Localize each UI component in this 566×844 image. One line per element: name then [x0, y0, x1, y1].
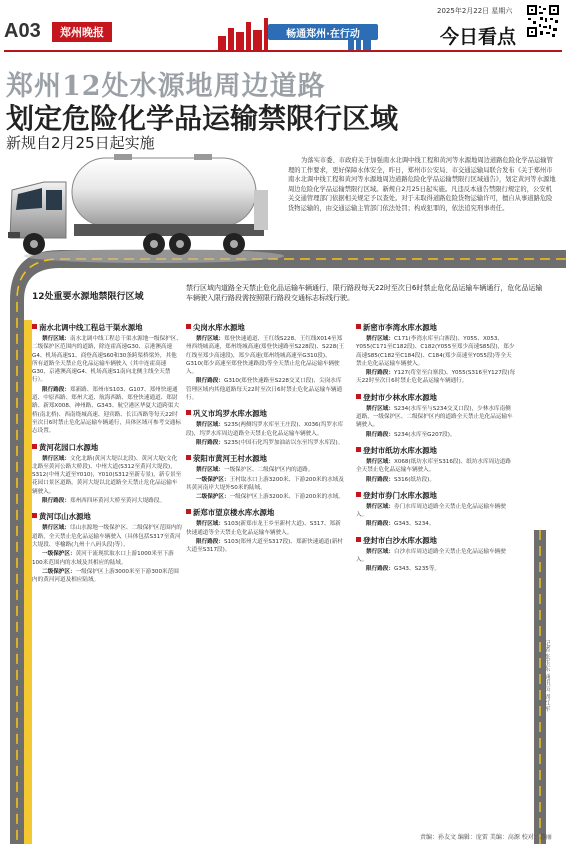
paragraph-label: 禁行区域： — [42, 336, 70, 342]
source-section-paragraph — [32, 386, 182, 436]
paragraph-text: 黄河干流现状取水口上游1000米至下游100米范围内的水域及其相应的陆域。 — [32, 551, 174, 566]
headline-subtitle: 新规自2月25日起实施 — [6, 134, 155, 152]
paragraph-text: S103(郑州大道至S317段)、郑新快速通道(新村大道至S317段)。 — [186, 539, 343, 554]
paragraph-text: 王村取水口上游3200米、下游200米的水域及其黄河南岸大堤外50米的陆域。 — [186, 476, 344, 491]
column-left — [32, 316, 182, 585]
source-section-title: 新郑市望京楼水库水源地 — [186, 507, 346, 518]
page-number: A03 — [4, 20, 41, 42]
reporter-credit: 记者 张玉东 通讯员 周红军 — [543, 640, 550, 712]
paragraph-label: 限行路段： — [366, 566, 394, 573]
paragraph-label: 限行路段： — [42, 386, 70, 393]
intro-paragraph: 为落实市委、市政府关于加强南水北调中线工程和黄河等水源地周边道路危险化学品运输管理的工作要求，更好保障水体安全，昨日，郑州市公安局、市交通运输局联合发布《关于郑州市南水北调中线工程和黄河等水源地周边道路危险化学品运输禁限行区域通告》，划定黄河等水源地周边危险化学品运输禁限行区域。新规自2月25日起实施。凡违反本通告禁限行规定的，公安机关交通管理部门依据相关规定予以查处。对于未取得道路危险货物运输许可，擅自从事道路危险货物运输的，由交通运输主管部门依法处罚；构成犯罪的，依法追究刑事责任。 — [288, 157, 556, 212]
source-section-paragraph — [186, 439, 346, 447]
editor-credits: 责编：孙友文 编辑：庞雷 美编：高源 校对：苏丽 — [420, 834, 552, 841]
paragraph-label: 一级保护区： — [196, 476, 230, 483]
source-section-title: 黄河邙山水源地 — [32, 511, 182, 522]
paragraph-label: 限行路段： — [366, 370, 394, 377]
source-section-paragraph — [356, 503, 516, 520]
paragraph-label: 一级保护区： — [42, 551, 76, 558]
source-section-paragraph — [186, 520, 346, 537]
source-section-title: 登封市少林水库水源地 — [356, 392, 516, 403]
paragraph-label: 二级保护区： — [42, 568, 76, 575]
paragraph-text: 邙山水源地一级保护区、二级保护区范围内的道路，全天禁止危化品运输车辆驶入（具体包括S317至黄河大堤段、枣榆路(九州十八码头段)等）。 — [32, 525, 182, 548]
paragraph-label: 禁行区域： — [42, 525, 70, 532]
source-section-paragraph — [356, 369, 516, 386]
source-section-title: 巩义市坞罗水库水源地 — [186, 408, 346, 419]
source-section-paragraph — [186, 476, 346, 493]
source-section-title: 南水北调中线工程总干渠水源地 — [32, 322, 182, 333]
paragraph-text: S234(水库至与S234交叉口段)，少林水库南侧道路，一级保护区、二级保护区内的道路全天禁止危化品运输车辆驶入。 — [356, 405, 513, 429]
paragraph-label: 限行路段： — [366, 431, 394, 438]
list-title: 12处重要水源地禁限行区域 — [32, 292, 144, 302]
paragraph-text: 白沙水库周边道路全天禁止危化品运输车辆驶入。 — [356, 548, 506, 564]
newspaper-logo: 郑州晚报 — [52, 22, 112, 42]
source-section-paragraph — [356, 431, 516, 439]
paragraph-text: S316(纸坊段)。 — [393, 476, 435, 483]
paragraph-label: 限行路段： — [366, 476, 394, 483]
source-section-title: 荥阳市黄河王村水源地 — [186, 453, 346, 464]
source-section-paragraph — [186, 421, 346, 438]
paragraph-label: 二级保护区： — [196, 494, 230, 501]
header-rule — [4, 50, 562, 52]
paragraph-label: 禁行区域： — [196, 336, 224, 342]
campaign-banner: 畅通郑州·在行动 — [268, 24, 378, 40]
tanker-truck-illustration — [4, 150, 284, 268]
source-section-paragraph — [356, 565, 516, 573]
source-section-paragraph — [186, 335, 346, 376]
headline-line-1: 郑州12处水源地周边道路 — [6, 71, 326, 102]
paragraph-label: 禁行区域： — [196, 422, 224, 429]
paragraph-label: 限行路段： — [366, 521, 394, 528]
qr-code-icon — [526, 4, 560, 38]
source-section-title: 新密市李湾水库水源地 — [356, 322, 516, 333]
rules-summary: 禁行区域内道路全天禁止危化品运输车辆通行，限行路段每天22时至次日6时禁止危化品运输车辆通行，危化品运输车辆驶入限行路段需按照限行路段交通标志标线行驶。 — [186, 284, 543, 302]
paragraph-text: 郑登快速通道、王红线S228、王红线X014至郑州西绕城高速，郑州绕城高速(郑登快速路至S228段)、S228(王红线至郑少高速段)，郑少高速(郑州绕城高速至G310段)、G310(郑少高速至郑登快速路段)等全天禁止危化品运输车辆驶入。 — [186, 336, 345, 376]
column-right — [356, 316, 516, 575]
source-section-title: 尖岗水库水源地 — [186, 322, 346, 333]
paragraph-text: S235(中国石化坞罗加油站以东至坞罗水库段)。 — [223, 439, 344, 446]
source-section-paragraph — [356, 520, 516, 528]
source-section-title: 黄河花园口水源地 — [32, 442, 182, 453]
source-section-paragraph — [186, 377, 346, 402]
source-section-paragraph — [356, 548, 516, 565]
paragraph-text: 南水北调中线工程总干渠水源地一级保护区、二级保护区范围内的道路，除连霍高速G30、京港澳高速G4、机场高速S1、商登高速S60和30条跨渠桥梁外，其他所有道路全天禁止危化品运输车辆驶入（其中连霍高速G30、京港澳高速G4、机场高速S1南向北侧主线全天禁行）。 — [32, 336, 182, 384]
source-section-paragraph — [32, 524, 182, 549]
paragraph-text: G310(郑登快速路至S228交叉口段)、尖岗水库管理区域内其他道路每天22时至次日6时禁止危化品运输车辆通行。 — [186, 378, 343, 402]
source-section-title: 登封市券门水库水源地 — [356, 490, 516, 501]
source-section-paragraph — [32, 550, 182, 567]
paragraph-text: Y127(苟堂至白寨段)、Y055(S316至Y127段)每天22时至次日6时禁止危化品运输车辆通行。 — [356, 370, 516, 385]
paragraph-text: S103(新郑市龙王乡至新村大道)、S317、郑新快速通道等全天禁止危化品运输车辆驶入。 — [186, 521, 341, 536]
paragraph-text: 券门水库周边道路全天禁止危化品运输车辆驶入。 — [356, 503, 506, 519]
paragraph-label: 禁行区域： — [42, 455, 70, 462]
paragraph-text: X068(纸坊水库至S316段)、纸坊水库周边道路全天禁止危化品运输车辆驶入。 — [356, 458, 511, 474]
source-section-paragraph — [32, 497, 182, 505]
paragraph-label: 禁行区域： — [366, 548, 394, 555]
source-section-paragraph — [186, 493, 346, 501]
source-section-title: 登封市白沙水库水源地 — [356, 535, 516, 546]
paragraph-label: 限行路段： — [196, 378, 224, 385]
column-middle — [186, 316, 346, 556]
paragraph-text: G343、S235等。 — [393, 566, 441, 573]
source-section-paragraph — [186, 538, 346, 555]
paragraph-label: 禁行区域： — [196, 467, 224, 474]
paragraph-text: G343、S234。 — [393, 521, 435, 528]
paragraph-label: 限行路段： — [196, 439, 224, 446]
paragraph-label: 禁行区域： — [366, 458, 394, 465]
issue-date: 2025年2月22日 星期六 — [437, 7, 513, 15]
source-section-paragraph — [356, 405, 516, 430]
paragraph-label: 禁行区域： — [366, 336, 394, 342]
paragraph-label: 禁行区域： — [366, 405, 394, 412]
headline-line-2: 划定危险化学品运输禁限行区域 — [6, 102, 399, 135]
source-section-paragraph — [356, 476, 516, 484]
paragraph-text: 一级保护区、二级保护区内的道路。 — [223, 467, 314, 474]
paragraph-label: 禁行区域： — [196, 521, 224, 528]
source-section-paragraph — [356, 458, 516, 475]
source-section-paragraph — [32, 568, 182, 585]
paragraph-text: 郑州西四环黄河大桥至黄河大堤路段。 — [69, 498, 166, 505]
source-section-paragraph — [32, 455, 182, 496]
paragraph-label: 禁行区域： — [366, 503, 394, 510]
paragraph-text: S234(水库至G207段)。 — [393, 431, 456, 438]
paragraph-text: 一级保护区上游3200米、下游200米的水域。 — [229, 494, 344, 501]
paragraph-text: 一级保护区上游3000米至下游300米范围内的黄河河道及相应陆域。 — [32, 568, 179, 584]
source-section-paragraph — [356, 335, 516, 368]
paragraph-label: 限行路段： — [42, 498, 70, 505]
paragraph-text: 郑新路、郑州市S103、G107、郑州快速通道、中原西路、郑州大道、航海西路、郑登快速通道、郑尉路、新郑X008、神州路、G343、航空港区华夏大道跨渠大桥(南北桥)、西南绕城高速、迎宾路、长江西路等每天22时至次日6时禁止危化品运输车辆通行，具体区域可参考交通标志设置。 — [32, 386, 181, 435]
paragraph-text: 文化北路(黄河大堤以北段)、黄河大堤(文化北路至黄河公路大桥段)、中州大道(S312至黄河大堤段)，S312(中州大道至Y010)，Y010(S312至新专景)，新专景至花园口景区道路，黄河大堤以北道路全天禁止危化品运输车辆驶入。 — [32, 455, 182, 495]
source-section-paragraph — [32, 335, 182, 385]
paragraph-text: C171(李湾水库至白寨段)、Y055、X053、Y055(C171至C182段)、C182(Y055至郑少高速S85段)，郑少高速S85(C182至C184段)、C184(郑少高速至Y055段)等全天禁止危化品运输车辆驶入。 — [356, 336, 515, 367]
paragraph-label: 限行路段： — [196, 539, 224, 546]
paragraph-text: S235(两侧坞罗水库至王庄段)、X036(坞罗水库段)，坞罗水库周边道路全天禁止危化品运输车辆驶入。 — [186, 422, 344, 437]
section-title: 今日看点 — [440, 26, 517, 48]
source-section-title: 登封市纸坊水库水源地 — [356, 445, 516, 456]
source-section-paragraph — [186, 466, 346, 474]
